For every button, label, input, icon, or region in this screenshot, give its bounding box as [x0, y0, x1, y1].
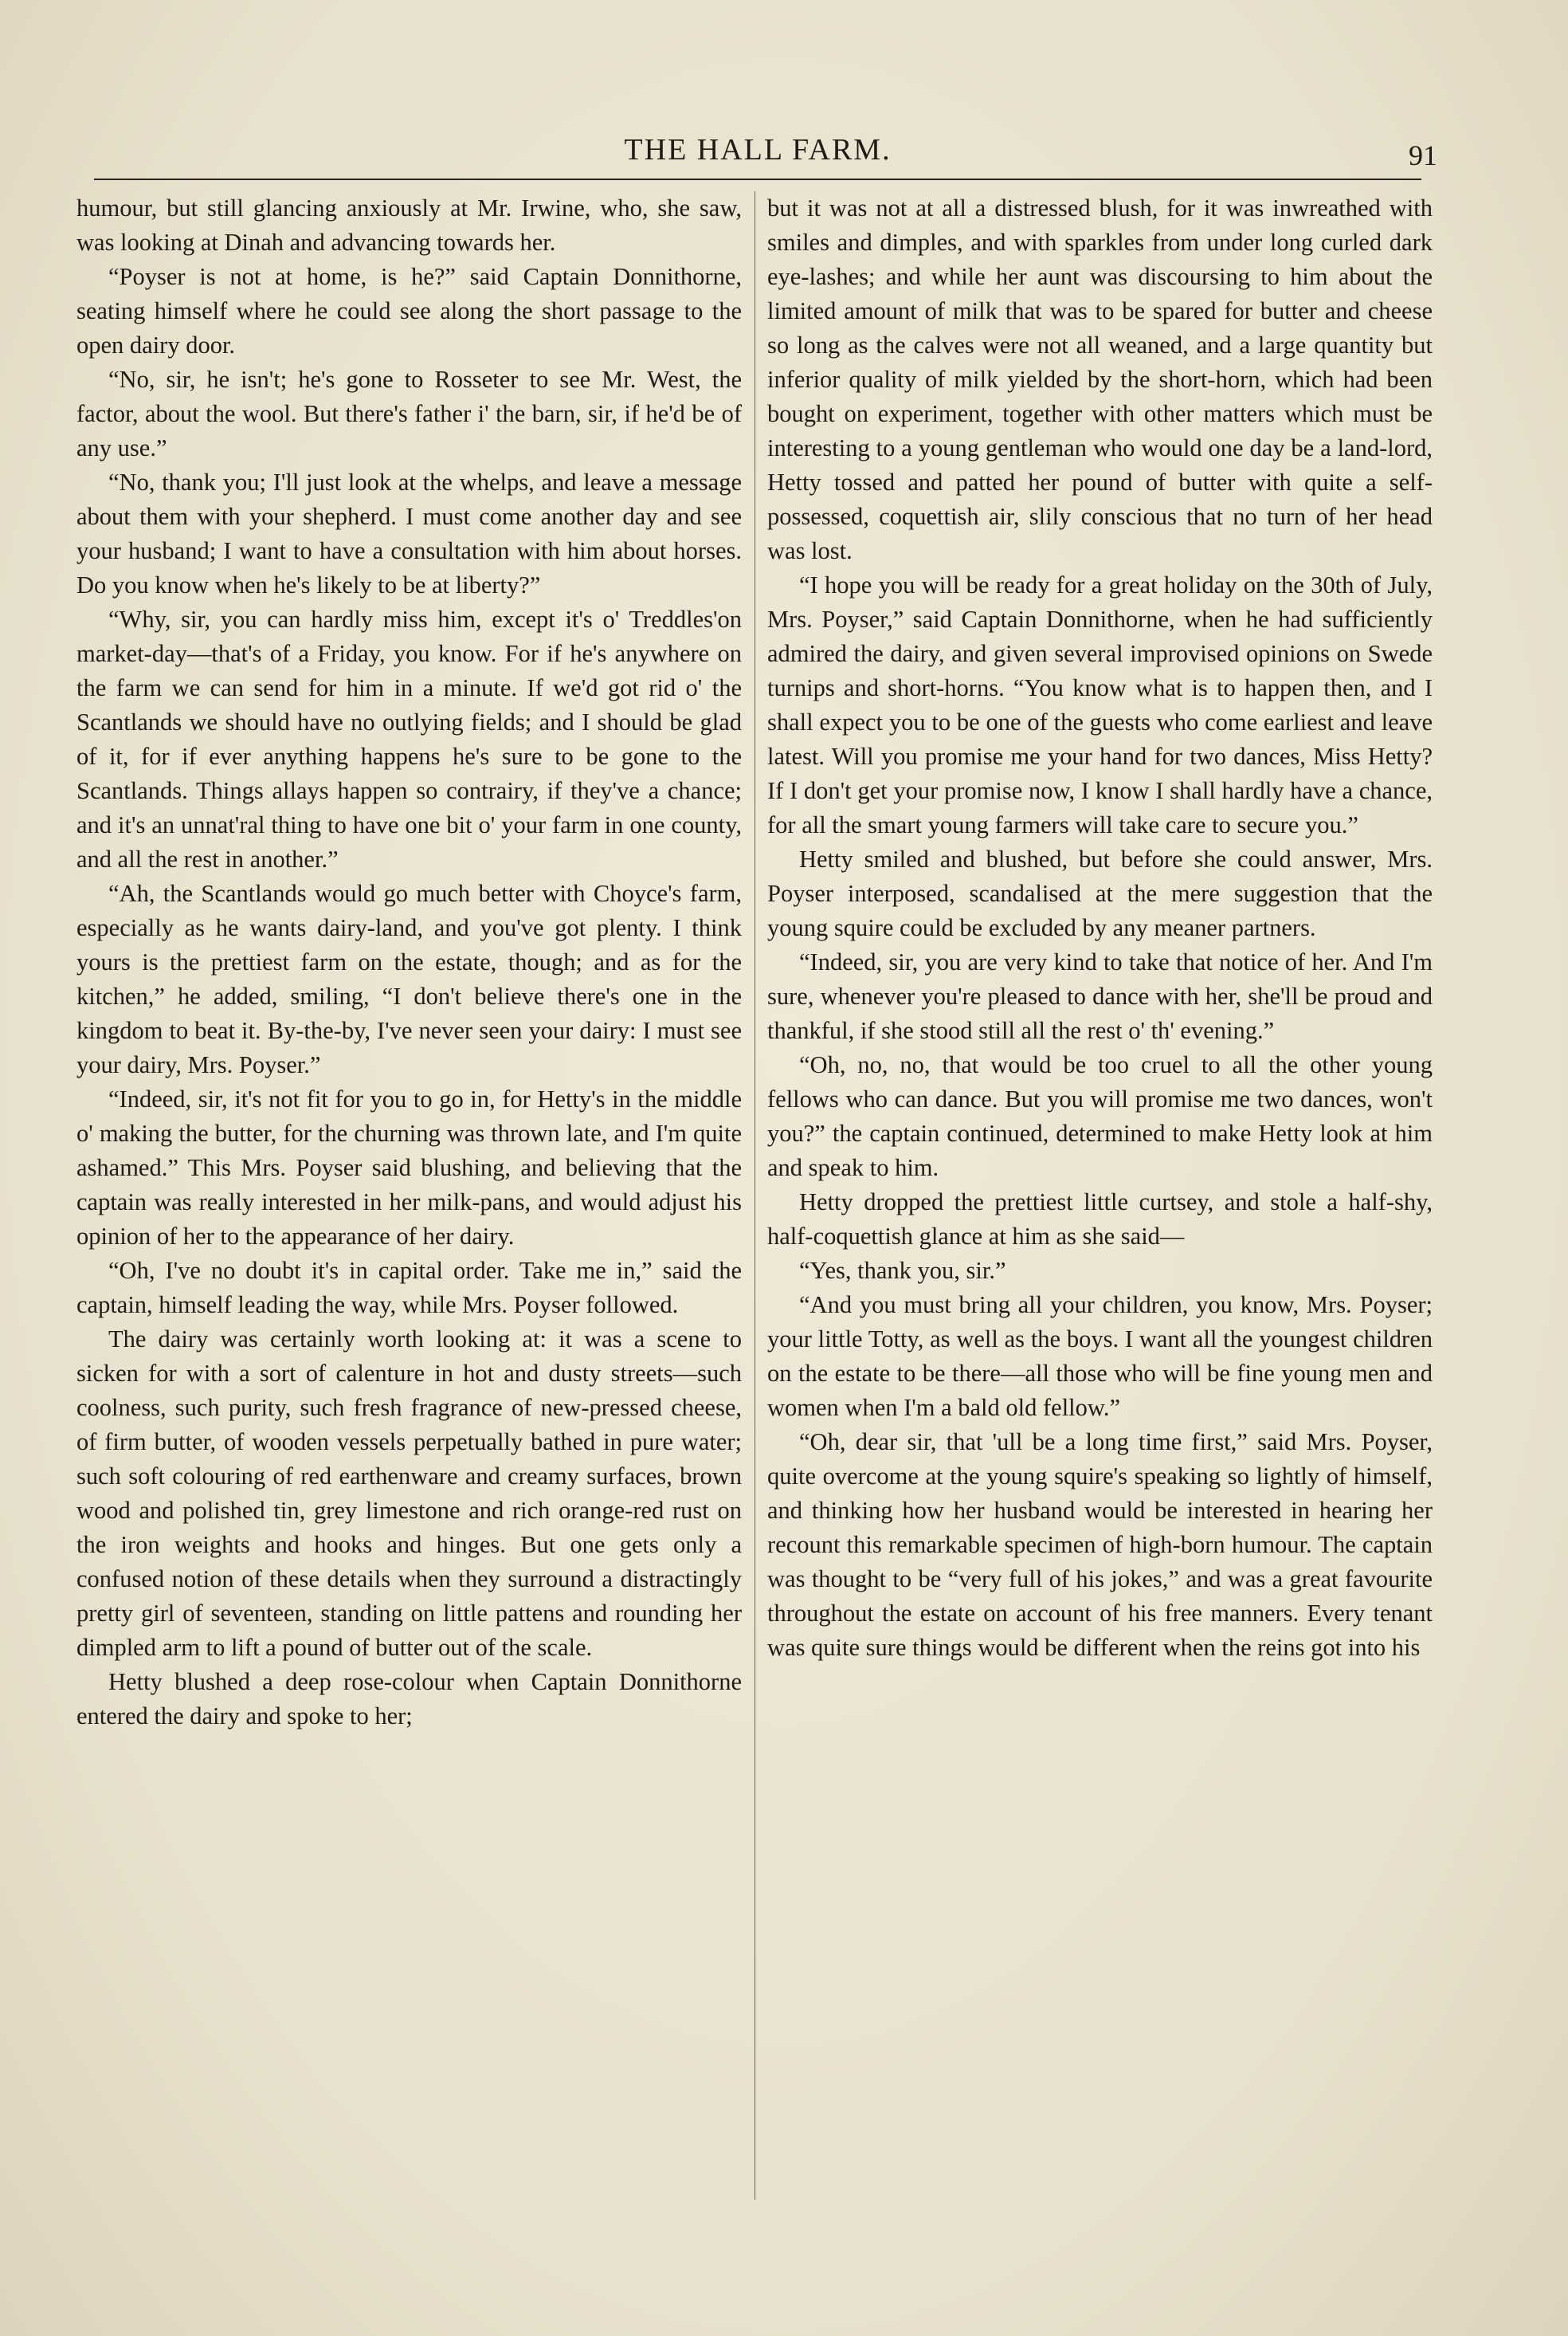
paragraph: “Oh, no, no, that would be too cruel to all the other young fellows who can dance. But you will promise me two dances, won't you?” the captain continued, determined to make Hetty look at him and speak to him. — [767, 1051, 1433, 1181]
paragraph: “Oh, I've no doubt it's in capital order. Take me in,” said the captain, himself leading the way, while Mrs. Poyser followed. — [76, 1257, 742, 1318]
paragraph: “I hope you will be ready for a great holiday on the 30th of July, Mrs. Poyser,” said Captain Donnithorne, when he had sufficiently admired the dairy, and given several improvised opinions on Swede turnips and short-horns. “You know what is to happen then, and I shall expect you to be one of the guests who come earliest and leave latest. Will you promise me your hand for two dances, Miss Hetty? If I don't get your promise now, I know I shall hardly have a chance, for all the smart young farmers will take care to secure you.” — [767, 571, 1433, 838]
paragraph: “Indeed, sir, it's not fit for you to go in, for Hetty's in the middle o' making the butter, for the churning was thrown late, and I'm quite ashamed.” This Mrs. Poyser said blushing, and believing that the captain was really interested in her milk-pans, and would adjust his opinion of her to the appearance of her dairy. — [76, 1086, 742, 1250]
paragraph: “And you must bring all your children, you know, Mrs. Poyser; your little Totty, as well as the boys. I want all the youngest children on the estate to be there—all those who will be fine young men and women when I'm a bald old fellow.” — [767, 1291, 1433, 1421]
paragraph: Hetty blushed a deep rose-colour when Captain Donnithorne entered the dairy and spoke to her; — [76, 1668, 742, 1729]
page-number: 91 — [1409, 139, 1437, 171]
right-column — [767, 191, 1433, 2200]
paragraph: but it was not at all a distressed blush, for it was inwreathed with smiles and dimples, and with sparkles from under long curled dark eye-lashes; and while her aunt was discoursing to him about the limited amount of milk that was to be spared for butter and cheese so long as the calves were not all weaned, and a large quantity but inferior quality of milk yielded by the short-horn, which had been bought on experiment, together with other matters which must be interesting to a young gentleman who would one day be a land-lord, Hetty tossed and patted her pound of butter with quite a self-possessed, coquettish air, slily conscious that no turn of her head was lost. — [767, 194, 1433, 564]
header-rule — [94, 179, 1421, 180]
page-header — [94, 118, 1437, 185]
paragraph: “Indeed, sir, you are very kind to take that notice of her. And I'm sure, whenever you're pleased to dance with her, she'll be proud and thankful, if she stood still all the rest o' th' evening.” — [767, 948, 1433, 1044]
left-column — [76, 191, 742, 2200]
running-title: THE HALL FARM. — [624, 133, 892, 167]
paragraph: humour, but still glancing anxiously at Mr. Irwine, who, she saw, was looking at Dinah and advancing towards her. — [76, 194, 742, 256]
paragraph: “No, thank you; I'll just look at the whelps, and leave a message about them with your shepherd. I must come another day and see your husband; I want to have a consultation with him about horses. Do you know when he's likely to be at liberty?” — [76, 469, 742, 599]
paragraph: “Ah, the Scantlands would go much better with Choyce's farm, especially as he wants dairy-land, and you've got plenty. I think yours is the prettiest farm on the estate, though; and as for the kitchen,” he added, smiling, “I don't believe there's one in the kingdom to beat it. By-the-by, I've never seen your dairy: I must see your dairy, Mrs. Poyser.” — [76, 880, 742, 1078]
paragraph: The dairy was certainly worth looking at: it was a scene to sicken for with a sort of calenture in hot and dusty streets—such coolness, such purity, such fresh fragrance of new-pressed cheese, of firm butter, of wooden vessels perpetually bathed in pure water; such soft colouring of red earthenware and creamy surfaces, brown wood and polished tin, grey limestone and rich orange-red rust on the iron weights and hooks and hinges. But one gets only a confused notion of these details when they surround a distractingly pretty girl of seventeen, standing on little pattens and rounding her dimpled arm to lift a pound of butter out of the scale. — [76, 1325, 742, 1661]
paragraph: “Yes, thank you, sir.” — [799, 1257, 1006, 1284]
paragraph: Hetty smiled and blushed, but before she could answer, Mrs. Poyser interposed, scandalised at the mere suggestion that the young squire could be excluded by any meaner partners. — [767, 846, 1433, 941]
paragraph: “Poyser is not at home, is he?” said Captain Donnithorne, seating himself where he could see along the short passage to the open dairy door. — [76, 263, 742, 359]
paragraph: “No, sir, he isn't; he's gone to Rosseter to see Mr. West, the factor, about the wool. But there's father i' the barn, sir, if he'd be of any use.” — [76, 366, 742, 461]
paragraph: “Why, sir, you can hardly miss him, except it's o' Treddles'on market-day—that's of a Friday, you know. For if he's anywhere on the farm we can send for him in a minute. If we'd got rid o' the Scantlands we should have no outlying fields; and I should be glad of it, for if ever anything happens he's sure to be gone to the Scantlands. Things allays happen so contrairy, if they've a chance; and it's an unnat'ral thing to have one bit o' your farm in one county, and all the rest in another.” — [76, 606, 742, 873]
paragraph: Hetty dropped the prettiest little curtsey, and stole a half-shy, half-coquettish glance at him as she said— — [767, 1188, 1433, 1250]
paragraph: “Oh, dear sir, that 'ull be a long time first,” said Mrs. Poyser, quite overcome at the young squire's speaking so lightly of himself, and thinking how her husband would be interested in hearing her recount this remarkable specimen of high-born humour. The captain was thought to be “very full of his jokes,” and was a great favourite throughout the estate on account of his free manners. Every tenant was quite sure things would be different when the reins got into his — [767, 1428, 1433, 1661]
